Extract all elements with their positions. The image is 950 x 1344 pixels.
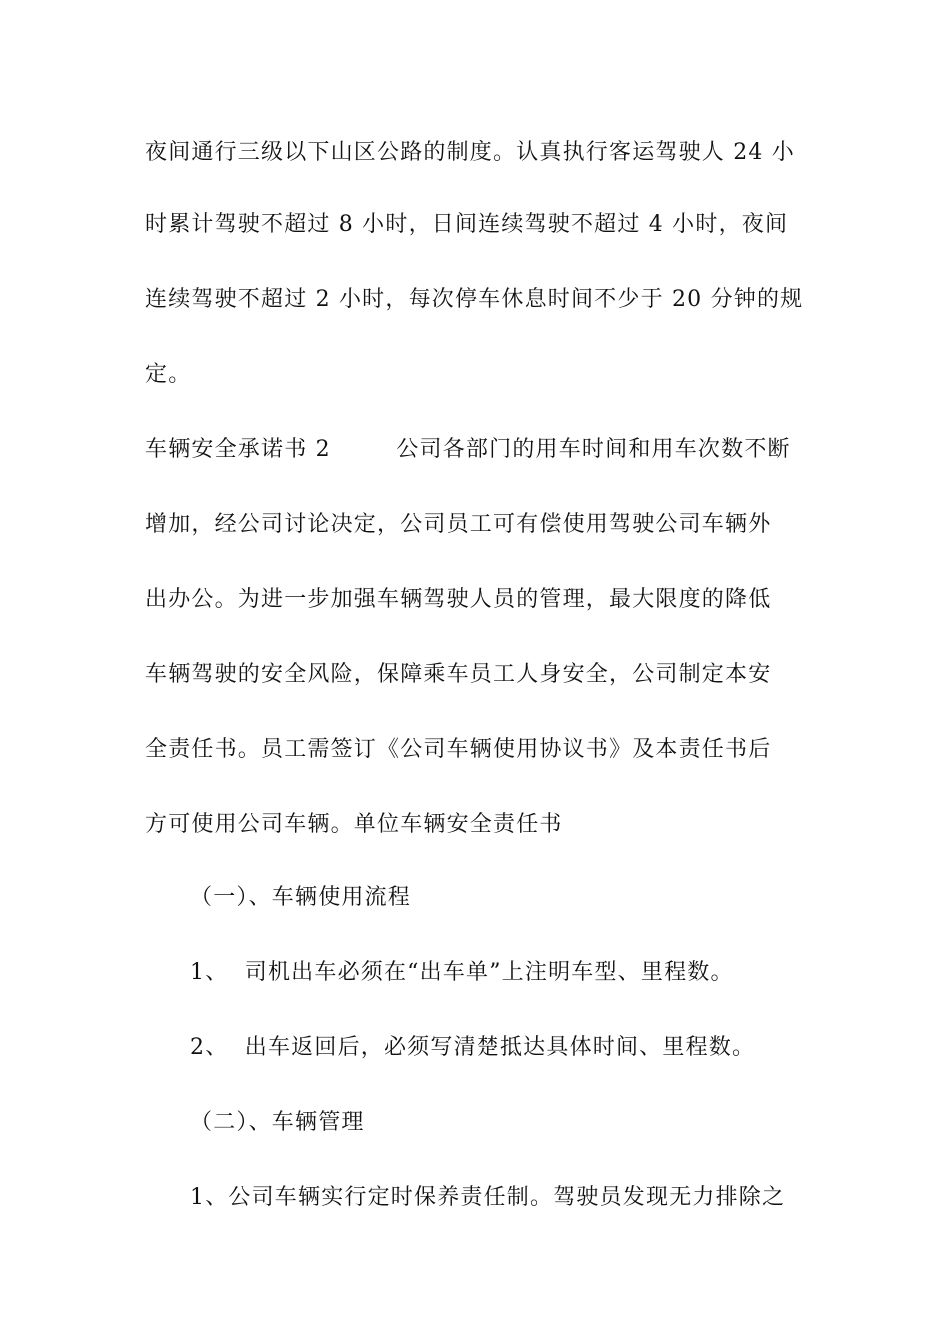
paragraph-line-9: 全责任书。员工需签订《公司车辆使用协议书》及本责任书后 [145,737,772,762]
paragraph-line-3: 连续驾驶不超过 2 小时，每次停车休息时间不少于 20 分钟的规 [145,287,804,312]
paragraph-line-4: 定。 [145,362,192,387]
paragraph-line-7: 出办公。为进一步加强车辆驾驶人员的管理，最大限度的降低 [145,587,772,612]
list-item-1: 1、 司机出车必须在“出车单”上注明车型、里程数。 [190,960,734,985]
paragraph-line-8: 车辆驾驶的安全风险，保障乘车员工人身安全，公司制定本安 [145,662,772,687]
section-title-line: 车辆安全承诺书 2 公司各部门的用车时间和用车次数不断 [145,437,791,462]
paragraph-line-6: 增加，经公司讨论决定，公司员工可有偿使用驾驶公司车辆外 [145,512,772,537]
subheading-vehicle-management: （二）、车辆管理 [190,1110,365,1135]
list-item-management-1: 1、公司车辆实行定时保养责任制。驾驶员发现无力排除之 [190,1185,786,1210]
paragraph-line-1: 夜间通行三级以下山区公路的制度。认真执行客运驾驶人 24 小 [145,140,795,165]
list-item-2: 2、 出车返回后，必须写清楚抵达具体时间、里程数。 [190,1035,756,1060]
paragraph-line-2: 时累计驾驶不超过 8 小时，日间连续驾驶不超过 4 小时，夜间 [145,212,789,237]
subheading-vehicle-use-process: （一）、车辆使用流程 [190,885,412,910]
paragraph-line-10: 方可使用公司车辆。单位车辆安全责任书 [145,812,563,837]
